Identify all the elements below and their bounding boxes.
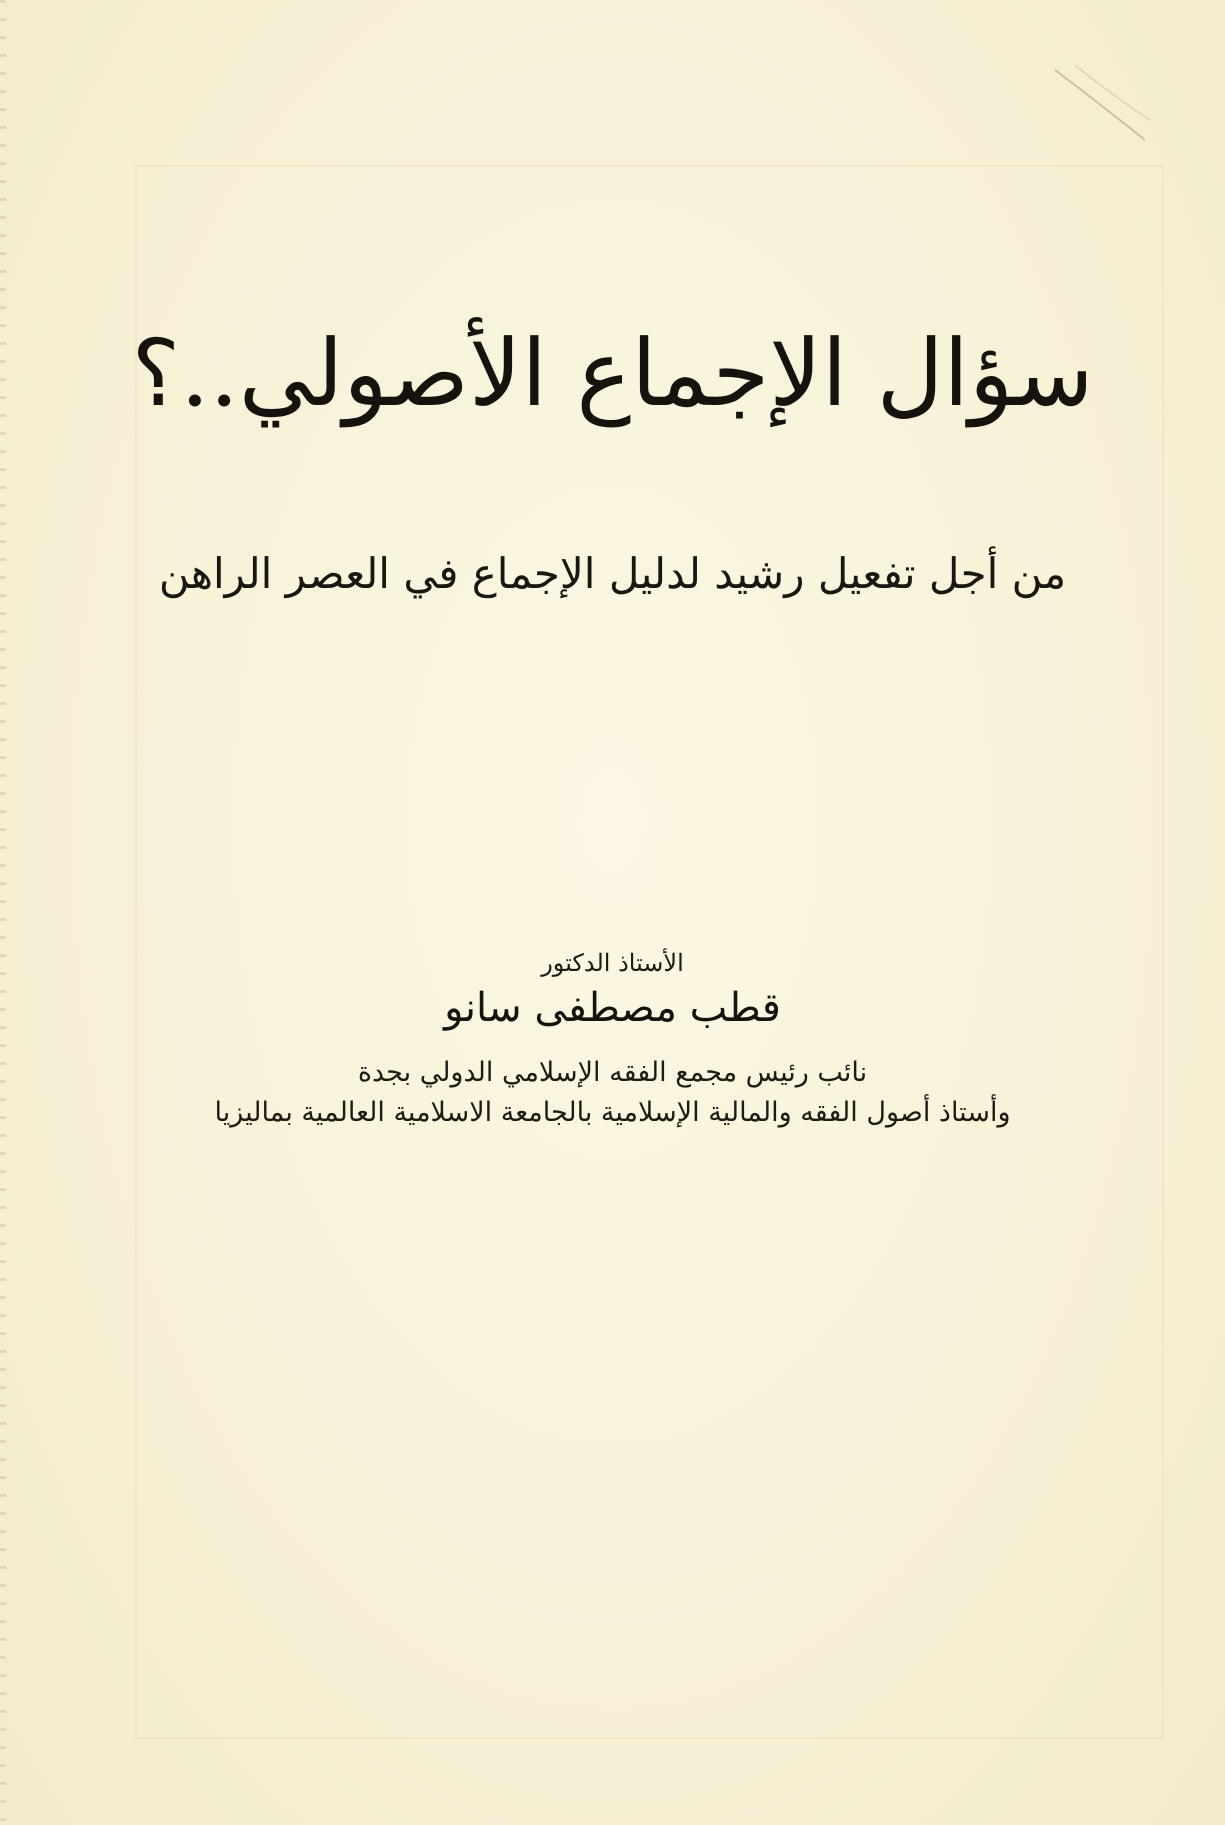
book-title: سؤال الإجماع الأصولي..؟	[131, 320, 1094, 427]
corner-crease-mark	[1045, 60, 1155, 150]
author-academic-title: الأستاذ الدكتور	[541, 949, 684, 977]
author-role-line: نائب رئيس مجمع الفقه الإسلامي الدولي بجدة	[357, 1057, 868, 1088]
page-left-edge	[0, 0, 6, 1825]
author-role-line: وأستاذ أصول الفقه والمالية الإسلامية بالجامعة الاسلامية العالمية بماليزيا	[214, 1097, 1011, 1128]
book-subtitle: من أجل تفعيل رشيد لدليل الإجماع في العصر الراهن	[158, 549, 1067, 598]
author-name: قطب مصطفى سانو	[444, 985, 781, 1031]
